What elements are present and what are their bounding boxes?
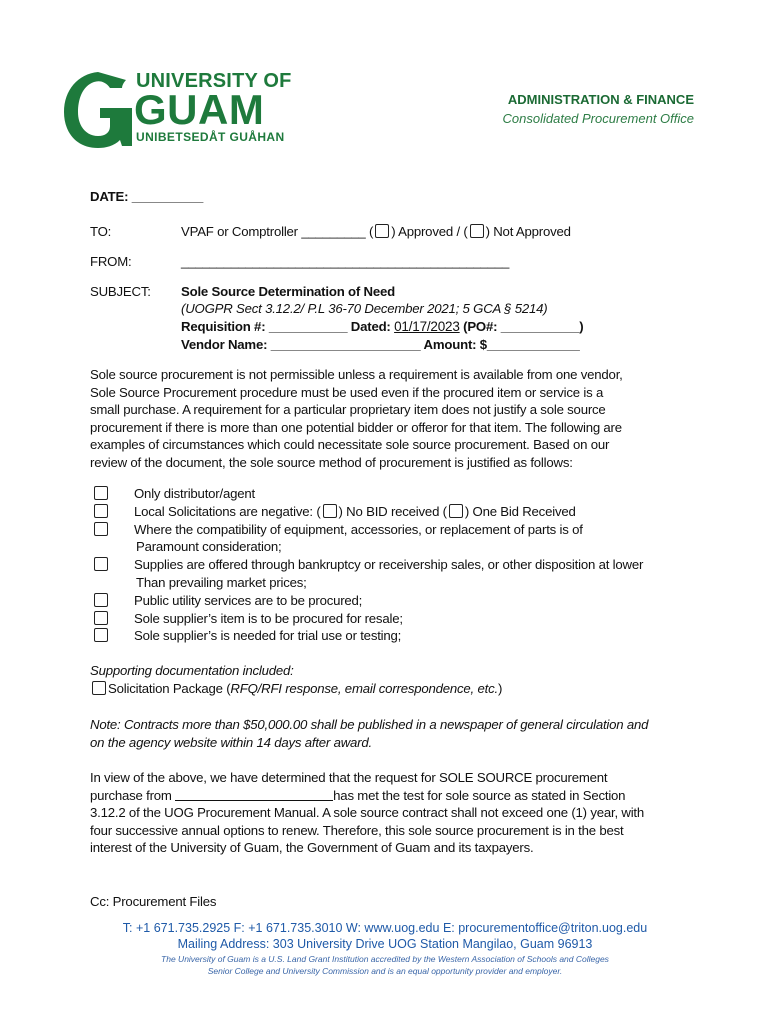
circumstance-trial-use: Sole supplier’s is needed for trial use or testing; bbox=[92, 627, 643, 645]
to-value: VPAF or Comptroller _________ ( bbox=[181, 224, 374, 239]
department-name: ADMINISTRATION & FINANCE bbox=[507, 92, 694, 107]
not-approved-label: ) Not Approved bbox=[485, 224, 571, 239]
determination-paragraph: In view of the above, we have determined that the request for SOLE SOURCE procurement purchase from has met the test for sole source as stated in Section 3.12.2 of the UOG Procurement Manual. A sole source contract shall not exceed one (1) year, with four successive annual options to renew. Therefore, this sole source procurement is in the best interest of the University of Guam, the Government of Guam and its taxpayers. bbox=[90, 770, 645, 855]
contract-note: Note: Contracts more than $50,000.00 shall be published in a newspaper of general circulation and on the agency website within 14 days after award. bbox=[90, 717, 649, 750]
cc-line: Cc: Procurement Files bbox=[90, 894, 217, 909]
one-bid-checkbox[interactable] bbox=[449, 504, 463, 518]
logo-university-of: UNIVERSITY OF bbox=[136, 70, 292, 92]
dated-value[interactable]: 01/17/2023 bbox=[394, 319, 460, 334]
not-approved-checkbox[interactable] bbox=[470, 224, 484, 238]
footer-contact: T: +1 671.735.2925 F: +1 671.735.3010 W: www.uog.edu E: procurementoffice@triton.uog.edu bbox=[122, 921, 648, 935]
from-label: FROM: bbox=[90, 254, 132, 269]
circumstance-bankruptcy-cont: Than prevailing market prices; bbox=[136, 574, 307, 590]
checkbox[interactable] bbox=[94, 593, 108, 607]
supporting-item: Solicitation Package (RFQ/RFI response, email correspondence, etc.) bbox=[90, 681, 502, 696]
from-field[interactable]: ______________________________________________ bbox=[181, 254, 510, 269]
circumstance-bankruptcy: Supplies are offered through bankruptcy or receivership sales, or other disposition at lower bbox=[92, 556, 643, 574]
footer-address: Mailing Address: 303 University Drive UOG Station Mangilao, Guam 96913 bbox=[177, 937, 593, 951]
requisition-line bbox=[181, 319, 583, 334]
circumstance-local-solicitations: Local Solicitations are negative: ( ) No BID received ( ) One Bid Received bbox=[92, 503, 643, 521]
solicitation-package-checkbox[interactable] bbox=[92, 681, 106, 695]
to-line bbox=[181, 224, 571, 239]
circumstance-compatibility-cont: Paramount consideration; bbox=[136, 539, 282, 555]
vendor-line[interactable]: Vendor Name: _____________________ Amount: $_____________ bbox=[181, 337, 580, 352]
circumstance-public-utility: Public utility services are to be procured; bbox=[92, 592, 643, 610]
checkbox[interactable] bbox=[94, 486, 108, 500]
logo-chamorro-name: UNIBETSEDÅT GUÅHAN bbox=[136, 130, 285, 144]
requisition-field[interactable]: Requisition #: ___________ Dated: bbox=[181, 319, 391, 334]
no-bid-checkbox[interactable] bbox=[323, 504, 337, 518]
po-field[interactable]: (PO#: ___________) bbox=[463, 319, 584, 334]
circumstance-compatibility: Where the compatibility of equipment, accessories, or replacement of parts is of bbox=[92, 521, 643, 539]
date-field[interactable]: DATE: __________ bbox=[90, 189, 204, 204]
approved-checkbox[interactable] bbox=[375, 224, 389, 238]
circumstance-resale: Sole supplier’s item is to be procured for resale; bbox=[92, 610, 643, 628]
checkbox[interactable] bbox=[94, 504, 108, 518]
supporting-label: Supporting documentation included: bbox=[90, 663, 294, 678]
footer-accreditation-2: Senior College and University Commission and is an equal opportunity provider and employer. bbox=[207, 966, 563, 976]
to-label: TO: bbox=[90, 224, 112, 239]
subject-label: SUBJECT: bbox=[90, 284, 151, 299]
checkbox[interactable] bbox=[94, 611, 108, 625]
subject-title: Sole Source Determination of Need bbox=[181, 284, 395, 299]
vendor-underline-field[interactable] bbox=[175, 788, 333, 801]
circumstance-only-distributor: Only distributor/agent bbox=[92, 485, 643, 503]
checkbox[interactable] bbox=[94, 557, 108, 571]
intro-paragraph: Sole source procurement is not permissible unless a requirement is available from one vendor, Sole Source Procurement procedure must be used even if the procured item or service is a small purchase. A requirement for a particular proprietary item does not justify a sole source procurement if there is more than one potential bidder or offeror for that item. The following are examples of circumstances which could necessitate sole source procurement. Based on our review of the document, the sole source method of procurement is justified as follows: bbox=[90, 367, 623, 470]
checkbox[interactable] bbox=[94, 628, 108, 642]
checkbox[interactable] bbox=[94, 522, 108, 536]
circumstances-list bbox=[92, 485, 643, 645]
department-block bbox=[503, 92, 694, 126]
office-name: Consolidated Procurement Office bbox=[502, 111, 694, 126]
approved-label: ) Approved / ( bbox=[391, 224, 468, 239]
footer-accreditation-1: The University of Guam is a U.S. Land Grant Institution accredited by the Western Association of Schools and Colleges bbox=[161, 954, 609, 964]
g-shield-icon bbox=[60, 70, 136, 150]
logo-guam: GUAM bbox=[134, 86, 265, 133]
subject-reference: (UOGPR Sect 3.12.2/ P.L 36-70 December 2021; 5 GCA § 5214) bbox=[181, 301, 548, 316]
